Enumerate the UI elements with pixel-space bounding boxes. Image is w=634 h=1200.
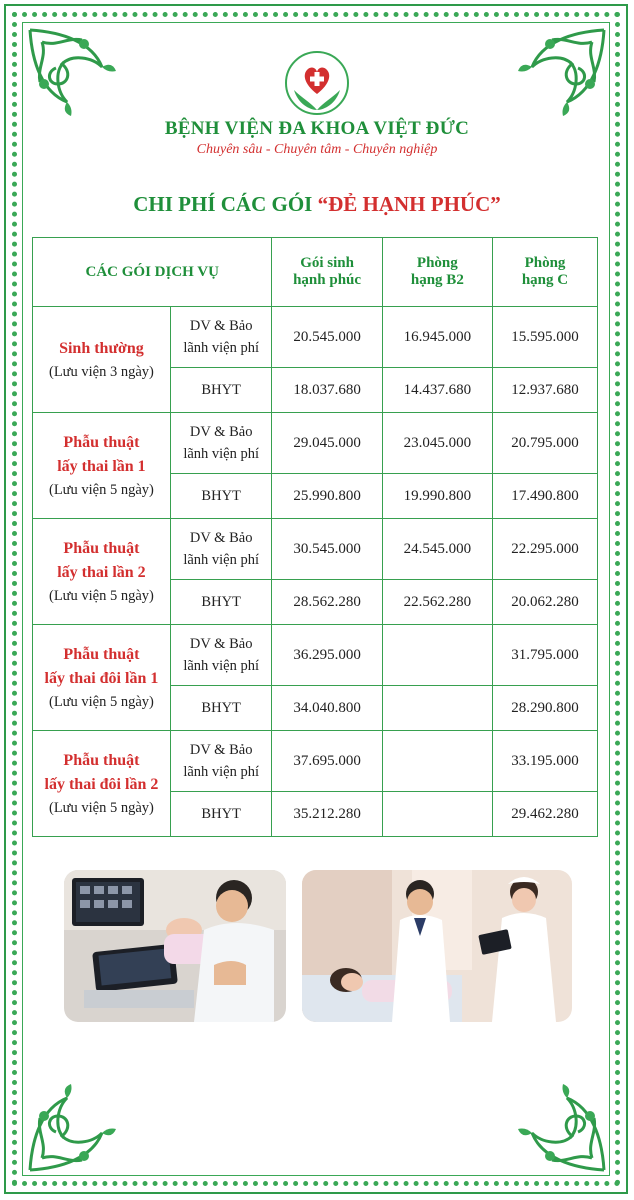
price-cell: 22.295.000 [492, 519, 597, 580]
package-name-cell [33, 731, 171, 837]
package-name [37, 749, 166, 797]
package-name-line1: Phẫu thuật [63, 539, 140, 557]
package-name-line1: Phẫu thuật [63, 645, 140, 663]
service-type-dv [170, 413, 272, 474]
price-cell: 25.990.800 [272, 474, 382, 519]
package-name-cell [33, 519, 171, 625]
price-cell [382, 792, 492, 837]
package-name [37, 431, 166, 479]
service-type-bhyt: BHYT [170, 368, 272, 413]
service-type-bhyt: BHYT [170, 686, 272, 731]
service-dv-line1: DV & Bảo [189, 742, 253, 758]
table-header-row [33, 238, 598, 307]
ultrasound-photo [64, 870, 286, 1022]
service-type-bhyt: BHYT [170, 474, 272, 519]
price-cell: 24.545.000 [382, 519, 492, 580]
package-name-line2: lấy thai đôi lần 1 [44, 669, 159, 687]
header-room-b2-line2: hạng B2 [410, 272, 464, 288]
package-name-cell [33, 413, 171, 519]
price-cell: 28.562.280 [272, 580, 382, 625]
service-dv-line1: DV & Bảo [189, 636, 253, 652]
package-stay: (Lưu viện 3 ngày) [48, 363, 154, 380]
page-title [0, 192, 634, 217]
table-row [33, 731, 598, 792]
package-stay: (Lưu viện 5 ngày) [48, 693, 154, 710]
price-cell: 33.195.000 [492, 731, 597, 792]
table-row [33, 307, 598, 368]
price-cell: 20.545.000 [272, 307, 382, 368]
service-dv-line2: lãnh viện phí [183, 658, 260, 674]
package-name-line1: Phẫu thuật [63, 751, 140, 769]
price-cell: 12.937.680 [492, 368, 597, 413]
ornament-corner-top-right [502, 22, 612, 132]
service-dv-line2: lãnh viện phí [183, 446, 260, 462]
price-cell: 29.045.000 [272, 413, 382, 474]
price-cell: 20.795.000 [492, 413, 597, 474]
header-room-b2 [382, 238, 492, 307]
price-cell: 14.437.680 [382, 368, 492, 413]
package-name [37, 337, 166, 361]
header-package [272, 238, 382, 307]
package-name-line2: lấy thai lần 1 [57, 457, 146, 475]
package-name-line2: lấy thai đôi lần 2 [44, 775, 159, 793]
ornament-corner-bottom-left [22, 1068, 132, 1178]
ornament-corner-top-left [22, 22, 132, 132]
package-name [37, 537, 166, 585]
price-cell: 16.945.000 [382, 307, 492, 368]
package-name-line1: Phẫu thuật [63, 433, 140, 451]
package-name-line1: Sinh thường [59, 339, 144, 357]
hospital-logo-icon [284, 50, 350, 116]
package-stay: (Lưu viện 5 ngày) [48, 799, 154, 816]
header-room-c-line1: Phòng [524, 255, 566, 271]
hospital-slogan: Chuyên sâu - Chuyên tâm - Chuyên nghiệp [196, 142, 438, 157]
header-room-b2-line1: Phòng [416, 255, 458, 271]
hospital-name: BỆNH VIỆN ĐA KHOA VIỆT ĐỨC [164, 118, 470, 139]
service-dv-line2: lãnh viện phí [183, 340, 260, 356]
service-type-dv [170, 307, 272, 368]
package-stay: (Lưu viện 5 ngày) [48, 481, 154, 498]
doctor-visit-photo [302, 870, 572, 1022]
price-cell: 15.595.000 [492, 307, 597, 368]
package-name-cell [33, 625, 171, 731]
table-row [33, 625, 598, 686]
service-dv-line1: DV & Bảo [189, 530, 253, 546]
price-cell: 22.562.280 [382, 580, 492, 625]
price-cell: 29.462.280 [492, 792, 597, 837]
service-type-bhyt: BHYT [170, 580, 272, 625]
table-row [33, 519, 598, 580]
service-type-bhyt: BHYT [170, 792, 272, 837]
price-cell: 18.037.680 [272, 368, 382, 413]
header-service: CÁC GÓI DỊCH VỤ [33, 238, 272, 307]
price-cell: 35.212.280 [272, 792, 382, 837]
price-cell: 17.490.800 [492, 474, 597, 519]
price-cell: 30.545.000 [272, 519, 382, 580]
header-room-c [492, 238, 597, 307]
price-cell: 23.045.000 [382, 413, 492, 474]
header-package-line2: hạnh phúc [293, 272, 362, 288]
package-name-cell [33, 307, 171, 413]
table-row [33, 413, 598, 474]
price-cell: 20.062.280 [492, 580, 597, 625]
price-cell: 28.290.800 [492, 686, 597, 731]
price-cell [382, 686, 492, 731]
price-cell: 19.990.800 [382, 474, 492, 519]
price-cell: 31.795.000 [492, 625, 597, 686]
service-type-dv [170, 731, 272, 792]
header-room-c-line2: hạng C [521, 272, 569, 288]
price-cell: 37.695.000 [272, 731, 382, 792]
price-cell: 36.295.000 [272, 625, 382, 686]
header-package-line1: Gói sinh [300, 255, 354, 271]
package-stay: (Lưu viện 5 ngày) [48, 587, 154, 604]
service-dv-line1: DV & Bảo [189, 424, 253, 440]
price-table [32, 237, 598, 837]
ornament-corner-bottom-right [502, 1068, 612, 1178]
price-cell [382, 731, 492, 792]
service-type-dv [170, 625, 272, 686]
package-name-line2: lấy thai lần 2 [57, 563, 146, 581]
title-highlight: “ĐẺ HẠNH PHÚC” [317, 192, 501, 216]
title-prefix: CHI PHÍ CÁC GÓI [133, 192, 318, 216]
service-dv-line1: DV & Bảo [189, 318, 253, 334]
service-dv-line2: lãnh viện phí [183, 764, 260, 780]
price-cell: 34.040.800 [272, 686, 382, 731]
service-dv-line2: lãnh viện phí [183, 552, 260, 568]
service-type-dv [170, 519, 272, 580]
package-name [37, 643, 166, 691]
price-cell [382, 625, 492, 686]
